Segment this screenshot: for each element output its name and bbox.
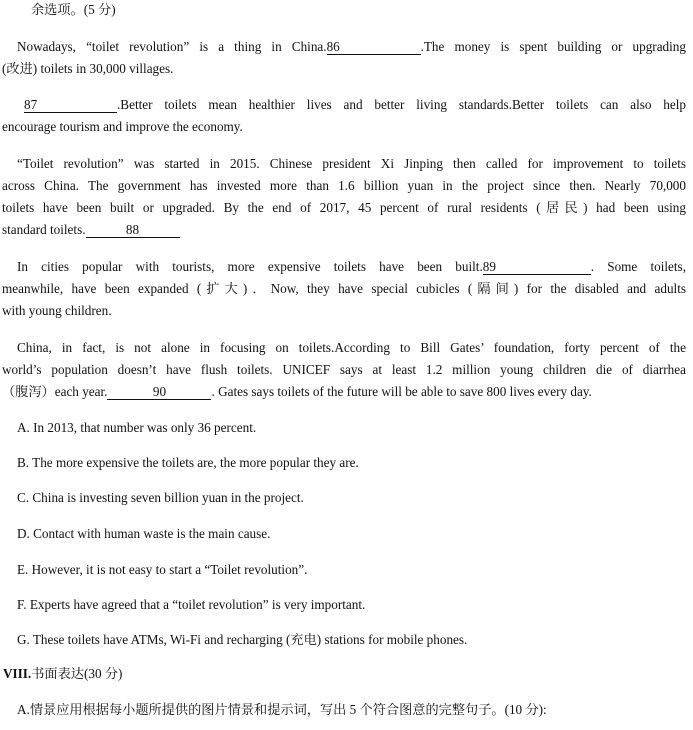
option-f: F. Experts have agreed that a “toilet revolution” is very important. — [17, 597, 366, 612]
paragraph-2 — [0, 94, 686, 138]
paragraph-4-line-1 — [0, 256, 686, 278]
paragraph-1 — [0, 36, 686, 80]
task-a-instruction: A.情景应用根据每小题所提供的图片情景和提示词，写出 5 个符合图意的完整句子。(10 分): — [17, 702, 547, 717]
blank-89: 89 — [483, 259, 591, 275]
text: . Some toilets, — [590, 259, 686, 274]
blank-86: 86 — [327, 39, 421, 55]
option-e: E. However, it is not easy to start a “Toilet revolution”. — [17, 562, 308, 577]
paragraph-3 — [0, 153, 686, 241]
paragraph-4 — [0, 256, 686, 322]
paragraph-2-line-1 — [0, 94, 686, 116]
paragraph-3-line-1: “Toilet revolution” was started in 2015. Chinese president Xi Jinping then called for improvement to toilets — [17, 156, 686, 171]
blank-87: 87 — [24, 97, 117, 113]
section-title: 书面表达(30 分) — [31, 666, 123, 681]
paragraph-4-line-2: meanwhile, have been expanded (扩大)．Now, they have special cubicles (隔间) for the disabled and adults — [2, 281, 686, 296]
text: Nowadays, “toilet revolution” is a thing in China. — [17, 39, 327, 54]
text: standard toilets. — [2, 222, 86, 237]
paragraph-1-line-1 — [0, 36, 686, 58]
option-a: A. In 2013, that number was only 36 percent. — [17, 420, 257, 435]
paragraph-5 — [0, 337, 686, 403]
blank-88: 88 — [86, 222, 180, 238]
paragraph-5-line-1: China, in fact, is not alone in focusing on toilets.According to Bill Gates’ foundation, forty percent of the — [17, 340, 686, 355]
paragraph-3-line-3: toilets have been built or upgraded. By the end of 2017, 45 percent of rural residents (居民) had been using — [2, 200, 686, 215]
text: .The money is spent building or upgrading — [420, 39, 686, 54]
blank-90: 90 — [107, 384, 211, 400]
paragraph-3-line-2: across China. The government has invested more than 1.6 billion yuan in the project since then. Nearly 70,000 — [2, 178, 686, 193]
option-c: C. China is investing seven billion yuan in the project. — [17, 490, 304, 505]
paragraph-3-line-4 — [0, 219, 686, 241]
option-g: G. These toilets have ATMs, Wi-Fi and recharging (充电) stations for mobile phones. — [17, 632, 468, 647]
section-number: VIII. — [3, 666, 32, 681]
option-d: D. Contact with human waste is the main cause. — [17, 526, 271, 541]
section-intro: 余选项。(5 分) — [31, 2, 116, 17]
text: .Better toilets mean healthier lives and better living standards.Better toilets can also help — [117, 97, 686, 112]
text: . Gates says toilets of the future will be able to save 800 lives every day. — [211, 384, 592, 399]
paragraph-5-line-2: world’s population doesn’t have flush toilets. UNICEF says at least 1.2 million young children die of diarrhea — [2, 362, 686, 377]
section-heading — [3, 664, 122, 684]
text: In cities popular with tourists, more expensive toilets have been built. — [17, 259, 483, 274]
text: （腹泻）each year. — [2, 384, 108, 399]
paragraph-4-line-3: with young children. — [2, 303, 112, 318]
paragraph-1-line-2: (改进) toilets in 30,000 villages. — [2, 61, 174, 76]
paragraph-5-line-3 — [0, 381, 686, 403]
option-b: B. The more expensive the toilets are, the more popular they are. — [17, 455, 359, 470]
paragraph-2-line-2: encourage tourism and improve the economy. — [2, 119, 243, 134]
